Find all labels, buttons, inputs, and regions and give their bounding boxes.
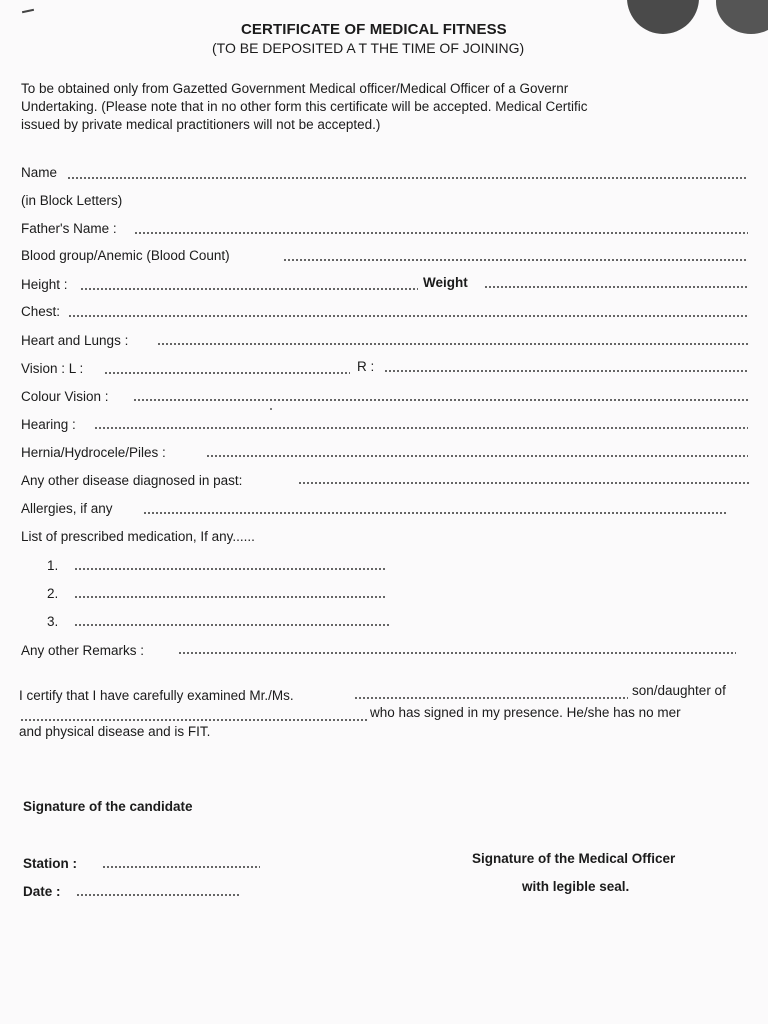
hernia-field[interactable] [206, 455, 748, 457]
weight-field[interactable] [484, 286, 748, 288]
colour-vision-field[interactable] [133, 399, 748, 401]
date-label: Date : [23, 884, 61, 899]
medication-item-number: 1. [47, 558, 59, 573]
seal-label: with legible seal. [522, 879, 630, 894]
medication-item-1-field[interactable] [74, 568, 387, 570]
parent-name-field[interactable] [20, 719, 368, 721]
medication-item-number: 2. [47, 586, 59, 601]
heart-lungs-label: Heart and Lungs : [21, 333, 129, 348]
chest-label: Chest: [21, 304, 61, 319]
height-field[interactable] [80, 288, 418, 290]
candidate-signature-label: Signature of the candidate [23, 799, 193, 814]
certify-line-2-end: who has signed in my presence. He/she has no mer [370, 705, 681, 720]
hearing-label: Hearing : [21, 417, 76, 432]
blood-group-label: Blood group/Anemic (Blood Count) [21, 248, 230, 263]
vision-right-label: R : [357, 359, 375, 374]
station-field[interactable] [102, 866, 260, 868]
intro-line-1: To be obtained only from Gazetted Government Medical officer/Medical Officer of a Governr [21, 81, 569, 96]
station-label: Station : [23, 856, 77, 871]
vision-left-label: Vision : L : [21, 361, 84, 376]
weight-label: Weight [423, 275, 468, 290]
medication-item-3-field[interactable] [74, 624, 390, 626]
heart-lungs-field[interactable] [157, 343, 748, 345]
hearing-field[interactable] [94, 427, 748, 429]
page-title: CERTIFICATE OF MEDICAL FITNESS [241, 21, 507, 38]
examined-name-field[interactable] [354, 697, 628, 699]
certify-line-3: and physical disease and is FIT. [19, 724, 211, 739]
vision-left-field[interactable] [104, 372, 350, 374]
date-field[interactable] [76, 894, 240, 896]
other-disease-field[interactable] [298, 482, 750, 484]
remarks-label: Any other Remarks : [21, 643, 145, 658]
intro-line-2: Undertaking. (Please note that in no other form this certificate will be accepted. Medical Certific [21, 99, 588, 114]
blood-group-field[interactable] [283, 259, 748, 261]
scan-speck [270, 408, 272, 410]
father-name-field[interactable] [134, 232, 748, 234]
chest-field[interactable] [68, 315, 748, 317]
page-subtitle: (TO BE DEPOSITED A T THE TIME OF JOINING) [212, 40, 525, 56]
height-label: Height : [21, 277, 68, 292]
medication-item-2-field[interactable] [74, 596, 387, 598]
name-label: Name [21, 165, 58, 180]
certify-line-1-end: son/daughter of [632, 683, 726, 698]
allergies-label: Allergies, if any [21, 501, 113, 516]
remarks-field[interactable] [178, 652, 736, 654]
hernia-label: Hernia/Hydrocele/Piles : [21, 445, 166, 460]
allergies-field[interactable] [143, 512, 727, 514]
medication-label: List of prescribed medication, If any...... [21, 529, 255, 544]
other-disease-label: Any other disease diagnosed in past: [21, 473, 243, 488]
block-letters-label: (in Block Letters) [21, 193, 123, 208]
father-name-label: Father's Name : [21, 221, 117, 236]
colour-vision-label: Colour Vision : [21, 389, 109, 404]
name-field[interactable] [67, 177, 747, 179]
medication-item-number: 3. [47, 614, 59, 629]
corner-shadow [716, 0, 768, 34]
medical-officer-signature-label: Signature of the Medical Officer [472, 851, 676, 866]
vision-right-field[interactable] [384, 370, 748, 372]
corner-shadow [627, 0, 699, 34]
certify-line-1-start: I certify that I have carefully examined Mr./Ms. [19, 688, 294, 703]
intro-line-3: issued by private medical practitioners will not be accepted.) [21, 117, 381, 132]
scan-mark [22, 9, 34, 13]
